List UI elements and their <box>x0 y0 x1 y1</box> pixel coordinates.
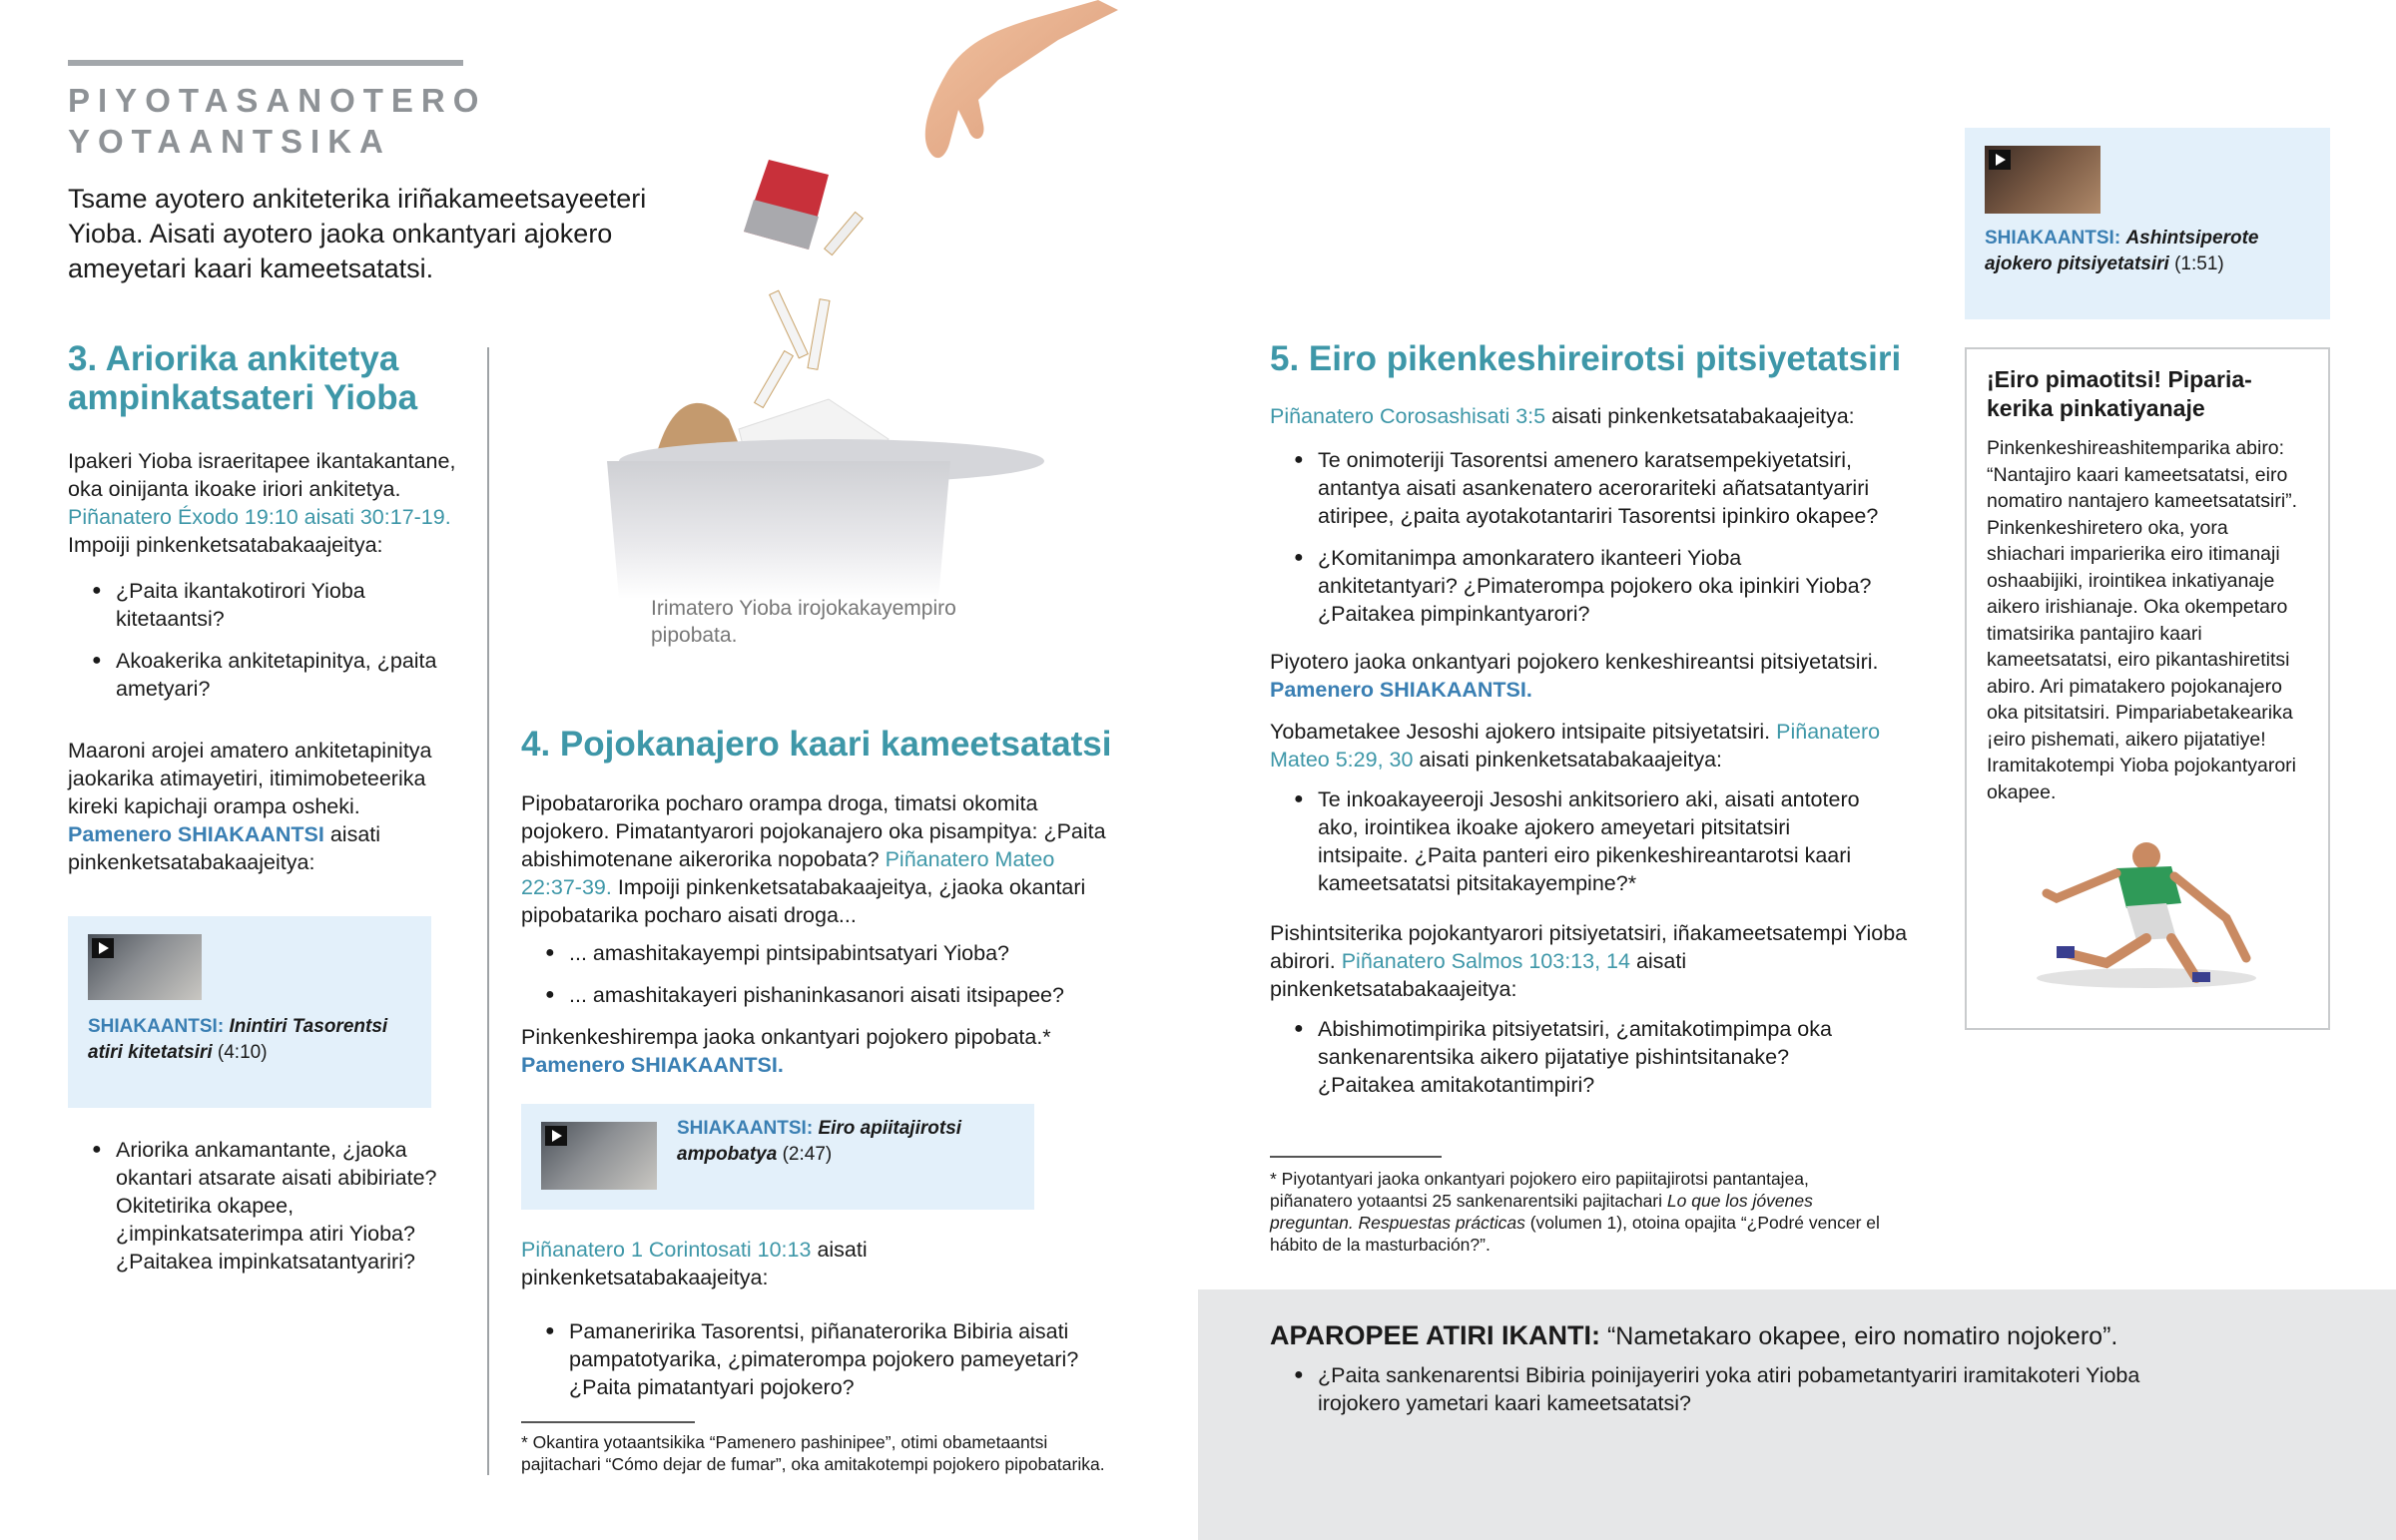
footnote-text-a: * Piyotantyari jaoka onkantyari pojokero eiro papiitajirotsi pantantajea, piñanatero yotaantsi 25 sankenarentsiki pajitachari <box>1270 1169 1809 1211</box>
video-box-section-4[interactable] <box>521 1104 1034 1210</box>
scripture-link-salmos[interactable]: Piñanatero Salmos 103:13, 14 <box>1341 949 1630 973</box>
section-5-paragraph-2 <box>1270 648 1919 704</box>
section-3-p1-text: Ipakeri Yioba israeritapee ikantakantane, oka oinijanta ikoake iriori ankitetya. <box>68 449 456 501</box>
section-3-questions-2 <box>68 1136 467 1289</box>
sidebar-body: Pinkenkeshireashitemparika abiro: “Nantajiro kaari kameetsatatsi, eiro nomatiro nantajero kameetsatatsiri”. Pinkenkeshiretero oka, yora shiachari imparierika eiro itimanaji oshaabijiki, irointikea inkatiyanaje aikero irishianaje. Oka okempetaro timatsirika pantajiro kaari kameetsatatsi, eiro pikantashiretitsi abiro. Ari pimatakero pojokanajero oka pitsitatsiri. Pimpariabetakearika ¡eiro pishemati, aikero pijatatiye! Iramitakotempi Yioba pojokantyarori okapee. <box>1987 437 2298 803</box>
video-title: Ashintsiperote ajokero pitsiyetatsiri <box>1985 228 2259 274</box>
video-caption <box>88 1014 407 1066</box>
video-thumbnail[interactable] <box>541 1122 657 1190</box>
closing-panel <box>1198 1289 2396 1540</box>
section-4-questions-2 <box>521 1317 1120 1401</box>
section-3-paragraph-1 <box>68 447 467 559</box>
section-5-paragraph-4 <box>1270 919 1919 1003</box>
sidebar-box <box>1965 347 2330 1030</box>
footnote-text-b: (volumen 1), otoina opajita “¿Podré vencer el hábito de la masturbación?”. <box>1270 1213 1880 1255</box>
section-4-closing <box>521 1236 1120 1415</box>
scripture-link-mateo-5[interactable]: Piñanatero Mateo 5:29, 30 <box>1270 720 1881 771</box>
scripture-link-exodo[interactable]: Piñanatero Éxodo 19:10 aisati 30:17-19. <box>68 505 451 529</box>
intro-paragraph: Tsame ayotero ankiteterika iriñakameetsayeeteri Yioba. Aisati ayotero jaoka onkantyari ajokero ameyetari kaari kameetsatatsi. <box>68 184 647 283</box>
section-kicker <box>68 80 487 162</box>
list-item: ● Abishimotimpirika pitsiyetatsiri, ¿amitakotimpimpa oka sankenarentsika aikero pijatatiye pishintsitanake? ¿Paitakea amitakotantimpiri? <box>1270 1015 1879 1099</box>
hand-icon <box>925 0 1118 158</box>
list-item: ● Ariorika ankamantante, ¿jaoka okantari atsarate aisati abibiriate? Okitetirika okapee, ¿impinkatsaterimpa atiri Yioba? ¿Paitakea impinkatsatantyariri? <box>68 1136 467 1276</box>
trash-can-illustration <box>559 0 1118 619</box>
column-divider <box>487 347 489 1475</box>
list-item: ● Akoakerika ankitetapinitya, ¿paita ametyari? <box>68 647 467 703</box>
heading-rule <box>68 60 463 66</box>
section-5-p2-text: Piyotero jaoka onkantyari pojokero kenkeshireantsi pitsiyetatsiri. <box>1270 650 1879 674</box>
play-icon[interactable] <box>545 1126 567 1146</box>
scripture-link-corintosati[interactable]: Piñanatero 1 Corintosati 10:13 <box>521 1238 812 1262</box>
list-item: ● ¿Paita ikantakotirori Yioba kitetaantsi? <box>68 577 467 633</box>
list-item: ● ... amashitakayeri pishaninkasanori aisati itsipapee? <box>521 981 1120 1009</box>
video-thumbnail[interactable] <box>1985 146 2100 214</box>
video-label: SHIAKAANTSI: <box>677 1118 814 1139</box>
video-duration: (4:10) <box>217 1042 268 1063</box>
section-5-p3-text: Yobametakee Jesoshi ajokero intsipaite pitsiyetatsiri. <box>1270 720 1771 744</box>
section-3-title: 3. Ariorika ankitetya ampinkatsateri Yioba <box>68 339 418 417</box>
closing-label: APAROPEE ATIRI IKANTI: <box>1270 1320 1601 1350</box>
watch-video-link[interactable]: Pamenero SHIAKAANTSI. <box>521 1053 784 1077</box>
kicker-line-1: PIYOTASANOTERO <box>68 82 487 119</box>
video-title: Inintiri Tasorentsi atiri kitetatsiri <box>88 1016 388 1063</box>
watch-video-link[interactable]: Pamenero SHIAKAANTSI. <box>1270 678 1532 702</box>
scripture-link-corosashisati[interactable]: Piñanatero Corosashisati 3:5 <box>1270 404 1546 428</box>
section-5-questions-1 <box>1270 446 1879 628</box>
video-duration: (1:51) <box>2174 254 2224 274</box>
section-4-paragraph-1 <box>521 789 1120 929</box>
section-5-questions-2 <box>1270 785 1879 897</box>
watch-video-link[interactable]: Pamenero SHIAKAANTSI <box>68 822 324 846</box>
trash-can-icon <box>607 461 950 599</box>
play-icon[interactable] <box>1989 150 2011 170</box>
closing-heading <box>1270 1319 2368 1352</box>
video-label: SHIAKAANTSI: <box>1985 228 2121 249</box>
footnote-book-title: Lo que los jóvenes preguntan. Respuestas prácticas <box>1270 1191 1813 1233</box>
section-4-paragraph-2 <box>521 1023 1120 1079</box>
video-label: SHIAKAANTSI: <box>88 1016 225 1037</box>
section-3-questions-1 <box>68 577 467 703</box>
section-5-footnote <box>1270 1168 1889 1256</box>
section-4-p2-text: Pinkenkeshirempa jaoka onkantyari pojokero pipobata.* <box>521 1025 1051 1049</box>
play-icon[interactable] <box>92 938 114 958</box>
closing-questions <box>1270 1361 2168 1431</box>
section-4-title: 4. Pojokanajero kaari kameetsatatsi <box>521 725 1112 764</box>
section-3-p1-tail: Impoiji pinkenketsatabakaajeitya: <box>68 533 383 557</box>
kicker-line-2: YOTAANTSIKA <box>68 123 391 160</box>
section-3-p2-tail: aisati pinkenketsatabakaajeitya: <box>68 822 381 874</box>
video-duration: (2:47) <box>782 1144 833 1165</box>
video-caption <box>1985 226 2314 277</box>
section-5-p1-tail: aisati pinkenketsatabakaajeitya: <box>1551 404 1855 428</box>
list-item: ● ¿Komitanimpa amonkaratero ikanteeri Yioba ankitetantyari? ¿Pimaterompa pojokero oka ipinkiri Yioba? ¿Paitakea pimpinkantyarori? <box>1270 544 1879 628</box>
section-4-footnote: * Okantira yotaantsikika “Pamenero pashinipee”, otimi obametaantsi pajitachari “Cómo dejar de fumar”, oka amitakotempi pojokero pipobatarika. <box>521 1432 1105 1474</box>
illustration-caption: Irimatero Yioba irojokakayempiro pipobata. <box>651 597 956 647</box>
runner-illustration <box>1997 828 2296 998</box>
list-item: ● Te onimoteriji Tasorentsi amenero karatsempekiyetatsiri, antantya aisati asankenatero acerorariteki añatsatantyariri atiripee, ¿paita ayotakotantariri Tasorentsi ipinkiro okapee? <box>1270 446 1879 530</box>
video-box-section-3[interactable] <box>68 916 431 1108</box>
section-5-paragraph-1 <box>1270 402 1919 430</box>
section-5-p4-tail: aisati pinkenketsatabakaajeitya: <box>1270 949 1687 1001</box>
section-5-p4-text: Pishintsiterika pojokantyarori pitsiyetatsiri, iñakameetsatempi Yioba abirori. <box>1270 921 1908 973</box>
section-4 <box>521 725 1120 1079</box>
list-item: ● Te inkoakayeeroji Jesoshi ankitsoriero aki, aisati antotero ako, irointikea ikoake ajokero ameyetari pitsitatsiri intsipaite. ¿Paita panteri eiro pikenkeshireantarotsi kaari kameetsatatsi pitsitakayempine?* <box>1270 785 1879 897</box>
footnote-rule <box>1270 1156 1442 1158</box>
section-5 <box>1270 339 1919 1113</box>
section-5-p3-tail: aisati pinkenketsatabakaajeitya: <box>1419 748 1723 771</box>
section-4-p1-tail: Impoiji pinkenketsatabakaajeitya, ¿jaoka okantari pipobatarika pocharo aisati droga... <box>521 875 1086 927</box>
section-5-title: 5. Eiro pikenkeshireirotsi pitsiyetatsiri <box>1270 339 1902 378</box>
section-3-paragraph-2 <box>68 737 467 876</box>
video-caption <box>677 1116 1016 1168</box>
sidebar-title: ¡Eiro pimaotitsi! Pipariakerika pinkatiyanaje <box>1987 366 2252 421</box>
video-thumbnail[interactable] <box>88 934 202 1000</box>
footnote-rule <box>521 1421 695 1423</box>
section-3-p2-text: Maaroni arojei amatero ankitetapinitya jaokarika atimayetiri, itimimobeteerika kireki kapichaji orampa osheki. <box>68 739 432 818</box>
section-4-p1-text: Pipobatarorika pocharo orampa droga, timatsi okomita pojokero. Pimatantyarori pojokanajero oka pisampitya: ¿Paita abishimotenane aikerorika nopobata? <box>521 791 1106 871</box>
section-5-paragraph-3 <box>1270 718 1919 773</box>
section-4-paragraph-3 <box>521 1236 1120 1291</box>
video-title: Eiro apiitajirotsi ampobatya <box>677 1118 962 1165</box>
section-3 <box>68 339 467 876</box>
section-5-questions-3 <box>1270 1015 1879 1099</box>
list-item: ● ¿Paita sankenarentsi Bibiria poinijayeriri yoka atiri pobametantyariri iramitakoteri Yioba irojokero yametari kaari kameetsatatsi? <box>1270 1361 2168 1417</box>
runner-icon <box>2132 842 2160 870</box>
list-item: ● Pamaneririka Tasorentsi, piñanaterorika Bibiria aisati pampatotyarika, ¿pimaterompa pojokero pameyetari? ¿Paita pimatantyari pojokero? <box>521 1317 1120 1401</box>
video-box-top-right[interactable] <box>1965 128 2330 319</box>
scripture-link-mateo[interactable]: Piñanatero Mateo 22:37-39. <box>521 847 1055 899</box>
section-4-questions-1 <box>521 939 1120 1009</box>
closing-quote: “Nametakaro okapee, eiro nomatiro nojokero”. <box>1606 1322 2118 1350</box>
section-4-p3-tail: aisati pinkenketsatabakaajeitya: <box>521 1238 868 1289</box>
list-item: ● ... amashitakayempi pintsipabintsatyari Yioba? <box>521 939 1120 967</box>
